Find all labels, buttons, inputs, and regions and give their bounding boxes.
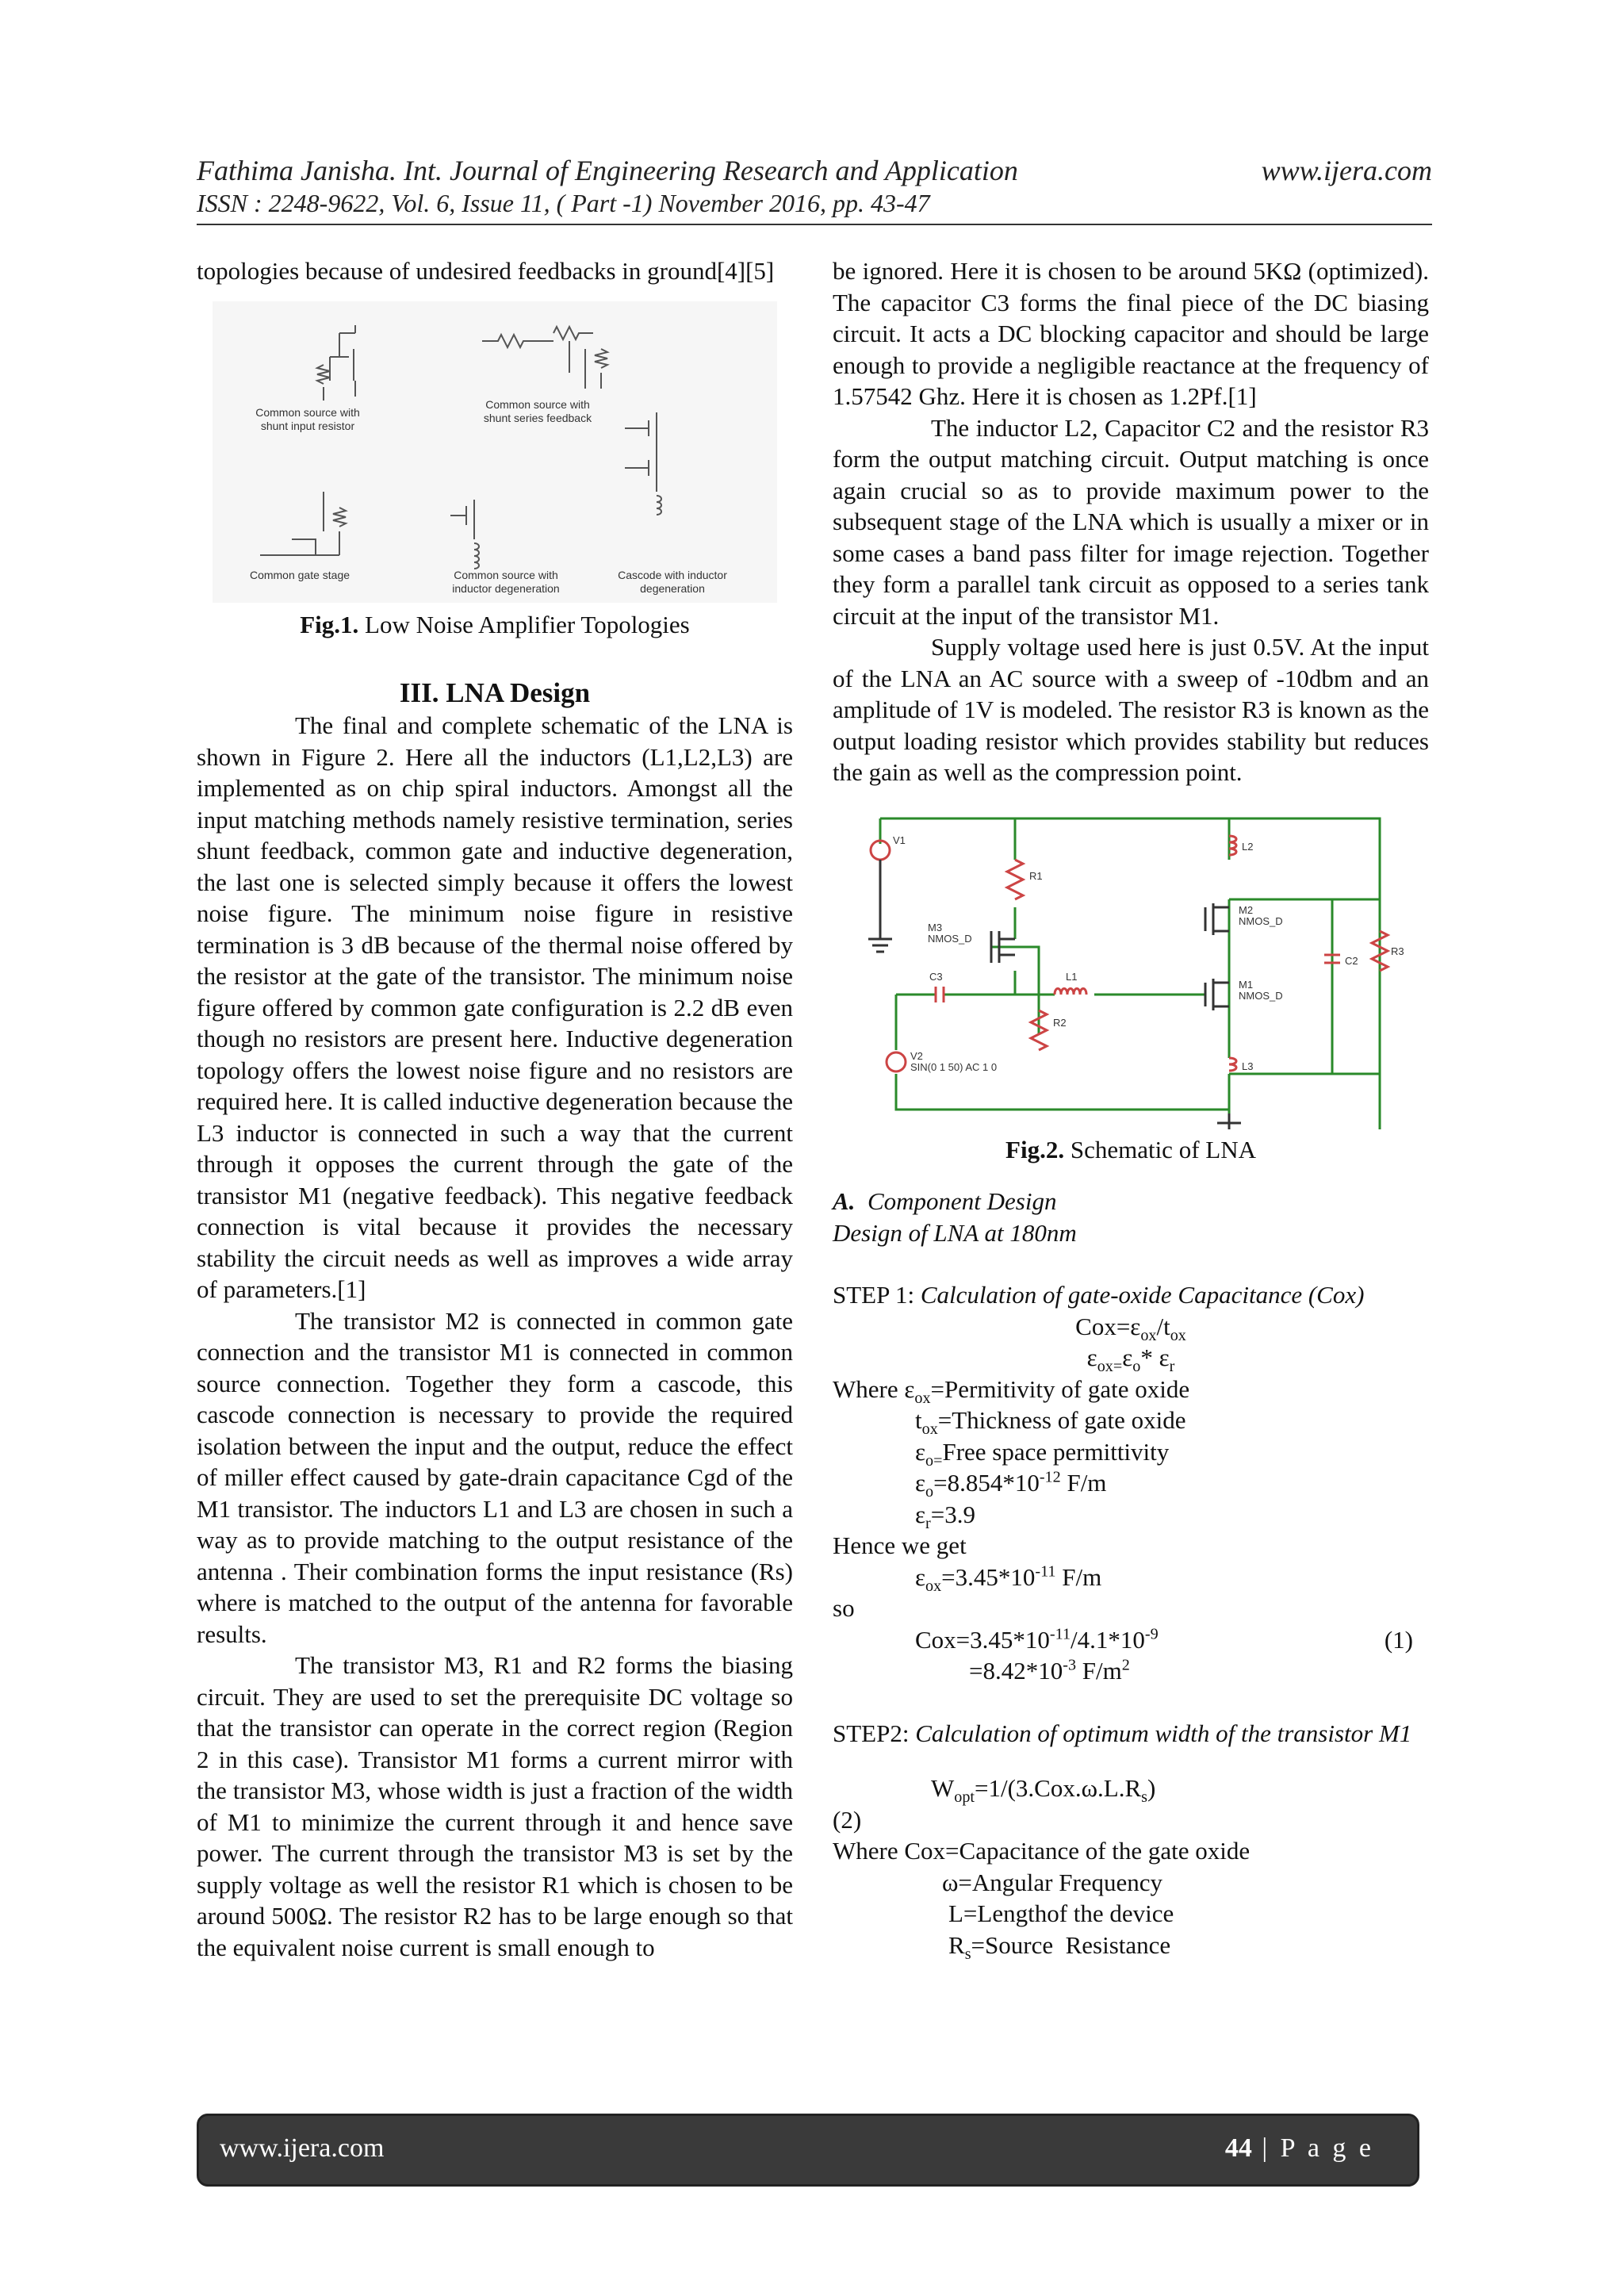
fig1-label-cs-shunt-input-2: shunt input resistor bbox=[260, 419, 355, 432]
fig1-caption-label: Fig.1. bbox=[300, 610, 359, 638]
hence-text: Hence we get bbox=[833, 1531, 967, 1559]
step2-label: STEP2: bbox=[833, 1719, 916, 1747]
equation-1-number: (1) bbox=[1384, 1625, 1413, 1654]
fig2-caption-label: Fig.2. bbox=[1005, 1135, 1065, 1163]
omega-def: ω=Angular Frequency bbox=[942, 1868, 1163, 1896]
fig1-label-cascode-1: Cascode with inductor bbox=[618, 568, 727, 581]
fig1-label-cs-shunt-series-1: Common source with bbox=[485, 397, 590, 411]
value-er: $\varepsilon_r=3.9$ bbox=[915, 1500, 975, 1532]
subsection-letter: A. bbox=[833, 1187, 856, 1215]
fig1-label-cs-inductor-degen-1: Common source with bbox=[454, 568, 558, 581]
page-label: | P a g e bbox=[1251, 2133, 1374, 2163]
fig2-label-m1-type: NMOS_D bbox=[1239, 989, 1283, 1002]
running-header bbox=[197, 154, 1432, 187]
equation-1: $Cox=3.45*10^{-11}/4.1*10^{-9}$ (1) bbox=[833, 1624, 1429, 1656]
paragraph-3: The transistor M3, R1 and R2 forms the biasing circuit. They are used to set the prerequisite DC voltage so that the transistor can operate in the correct region (Region 2 in this case). Transistor M1 forms a current mirror with the transistor M3, whose width is just a fraction of the width of M1 to minimize the current through it and hence save power. The current through the transistor M3 is set by the supply voltage as well the resistor R1 which is chosen to be around 500Ω. The resistor R2 has to be large enough so that the equivalent noise current is small enough to bbox=[197, 1651, 793, 1961]
right-column bbox=[833, 255, 1429, 1961]
value-eox: $\varepsilon_{ox}=3.45*10^{-11}$ F/m bbox=[915, 1562, 1102, 1595]
page-number: 44 bbox=[1224, 2133, 1252, 2163]
fig2-label-r2: R2 bbox=[1053, 1016, 1067, 1029]
fig1-caption-text: Low Noise Amplifier Topologies bbox=[358, 610, 690, 638]
section-title: III. LNA Design bbox=[399, 677, 591, 708]
step1-label: STEP 1: bbox=[833, 1281, 921, 1309]
value-eo: $\varepsilon_o=8.854*10^{-12}$ F/m bbox=[915, 1468, 1107, 1501]
fig2-label-c2: C2 bbox=[1345, 954, 1358, 967]
fig2-label-l3: L3 bbox=[1242, 1060, 1254, 1072]
equation-2: $W_{opt}=1/(3.Cox.\omega.L.R_s)$ bbox=[931, 1774, 1156, 1807]
fig2-caption-text: Schematic of LNA bbox=[1064, 1135, 1256, 1163]
header-website-link[interactable]: www.ijera.com bbox=[1261, 155, 1432, 186]
fig2-label-l2: L2 bbox=[1242, 840, 1254, 853]
where-eox: Where $\varepsilon_{ox}=Permitivity$ of gate oxide bbox=[833, 1374, 1190, 1407]
equation-eox-def: $\varepsilon_{ox=}\varepsilon_o*$ $\varepsilon_r$ bbox=[1086, 1343, 1175, 1376]
fig2-label-m3: M3 bbox=[928, 921, 943, 933]
figure-1-caption bbox=[197, 609, 793, 641]
paragraph-supply: Supply voltage used here is just 0.5V. At the input of the LNA an AC source with a sweep of -10dbm and an amplitude of 1V is modeled. The resistor R3 is known as the output loading resistor which provides stability but reduces the gain as well as the compression point. bbox=[833, 633, 1429, 786]
left-column bbox=[197, 255, 793, 1963]
where-eo: $\varepsilon_{o=}Free$ space permittivity bbox=[915, 1437, 1170, 1470]
lna-schematic bbox=[833, 812, 1429, 1129]
step1-title: Calculation of gate-oxide Capacitance (Cox) bbox=[920, 1281, 1365, 1309]
paragraph-output-matching: The inductor L2, Capacitor C2 and the resistor R3 form the output matching circuit. Output matching is once again crucial so as to provide maximum power to the subsequent stage of the LNA which is usually a mixer or in some cases a band pass filter for image rejection. Together they form a parallel tank circuit as opposed to a series tank circuit at the input of the transistor M1. bbox=[833, 413, 1429, 630]
fig1-label-cascode-2: degeneration bbox=[640, 581, 705, 595]
fig2-label-v1: V1 bbox=[893, 834, 906, 846]
step2-heading bbox=[833, 1718, 1429, 1750]
footer-page-number bbox=[1225, 2133, 1374, 2164]
footer-website-link[interactable]: www.ijera.com bbox=[220, 2133, 385, 2163]
step2-title: Calculation of optimum width of the transistor M1 bbox=[915, 1719, 1412, 1747]
rs-def: $R_s=Source$ Resistance bbox=[948, 1930, 1171, 1963]
issn-line: ISSN : 2248-9622, Vol. 6, Issue 11, ( Part -1) November 2016, pp. 43-47 bbox=[197, 189, 930, 217]
fig2-label-r3: R3 bbox=[1391, 945, 1404, 957]
lna-topologies-diagram bbox=[197, 301, 793, 603]
header-rule bbox=[197, 224, 1432, 225]
equation-cox-def: $Cox=\varepsilon_{ox}/t_{ox}$ bbox=[1075, 1312, 1186, 1344]
subsection-heading bbox=[833, 1186, 1429, 1217]
fig2-label-v2-spec: SIN(0 1 50) AC 1 0 bbox=[910, 1060, 998, 1073]
fig2-label-m2: M2 bbox=[1239, 903, 1254, 916]
so-text: so bbox=[833, 1594, 855, 1622]
fig1-label-cs-shunt-series-2: shunt series feedback bbox=[483, 411, 592, 424]
subsection-title: Component Design bbox=[867, 1187, 1057, 1215]
where-cox: Where Cox=Capacitance of the gate oxide bbox=[833, 1837, 1251, 1865]
fig2-label-c3: C3 bbox=[929, 970, 943, 983]
paragraph-1: The final and complete schematic of the LNA is shown in Figure 2. Here all the inductors (L1,L2,L3) are implemented as on chip spiral inductors. Amongst all the input matching methods namely resistive termination, series shunt feedback, common gate and inductive degeneration, the last one is selected simply because it offers the lowest noise figure. The minimum noise figure in resistive termination is 3 dB because of the thermal noise offered by the resistor at the gate of the transistor. The minimum noise figure offered by common gate configuration is 2.2 dB even though no resistors are present here. Inductive degeneration topology offers the lowest noise figure and no resistors are required here. It is called inductive degeneration because the L3 inductor is connected in such a way that the current through it opposes the current through the gate of the transistor M1 (negative feedback). This negative feedback connection is vital because it provides the necessary stability the circuit needs as well as improves a wide array of parameters.[1] bbox=[197, 711, 793, 1303]
paragraph-intro: topologies because of undesired feedbacks in ground[4][5] bbox=[197, 257, 775, 285]
equation-1-result: $=8.42*10^{-3}$ $F/m^2$ bbox=[969, 1656, 1130, 1685]
figure-2 bbox=[833, 812, 1429, 1129]
length-def: L=Lengthof the device bbox=[948, 1899, 1174, 1927]
page-footer bbox=[197, 2114, 1419, 2187]
step1-heading bbox=[833, 1279, 1429, 1311]
fig1-label-cs-shunt-input-1: Common source with bbox=[255, 405, 360, 419]
paragraph-continued: be ignored. Here it is chosen to be around 5KΩ (optimized). The capacitor C3 forms the final piece of the DC biasing circuit. It acts a DC blocking capacitor and should be large enough to provide a negligible reactance at the frequency of 1.57542 Ghz. Here it is chosen as 1.2Pf.[1] bbox=[833, 257, 1429, 410]
fig2-label-m1: M1 bbox=[1239, 978, 1254, 991]
fig2-label-v2: V2 bbox=[910, 1049, 923, 1062]
figure-2-caption bbox=[833, 1134, 1429, 1166]
equation-2-number: (2) bbox=[833, 1805, 862, 1834]
fig2-label-m3-type: NMOS_D bbox=[928, 932, 972, 945]
subsection-sub-heading: Design of LNA at 180nm bbox=[833, 1218, 1077, 1247]
fig2-label-r1: R1 bbox=[1029, 869, 1043, 882]
fig1-label-cs-inductor-degen-2: inductor degeneration bbox=[452, 581, 560, 595]
fig2-label-m2-type: NMOS_D bbox=[1239, 914, 1283, 927]
fig1-label-cg-stage: Common gate stage bbox=[249, 568, 350, 581]
paragraph-2: The transistor M2 is connected in common gate connection and the transistor M1 is connected in common source connection. Together they form a cascode, this cascode connection is necessary to provide the required isolation between the input and the output, reduce the effect of miller effect caused by gate-drain capacitance Cgd of the M1 transistor. The inductors L1 and L3 are chosen in such a way as to provide matching to the output resistance of the antenna . Their combination forms the input resistance (Rs) where is matched to the output of the antenna for favorable results. bbox=[197, 1306, 793, 1648]
where-tox: $t_{ox}=Thickness$ of gate oxide bbox=[915, 1406, 1186, 1439]
figure-1 bbox=[197, 301, 793, 650]
fig2-label-l1: L1 bbox=[1066, 970, 1078, 983]
journal-line: Fathima Janisha. Int. Journal of Engineering Research and Application bbox=[197, 155, 1018, 186]
